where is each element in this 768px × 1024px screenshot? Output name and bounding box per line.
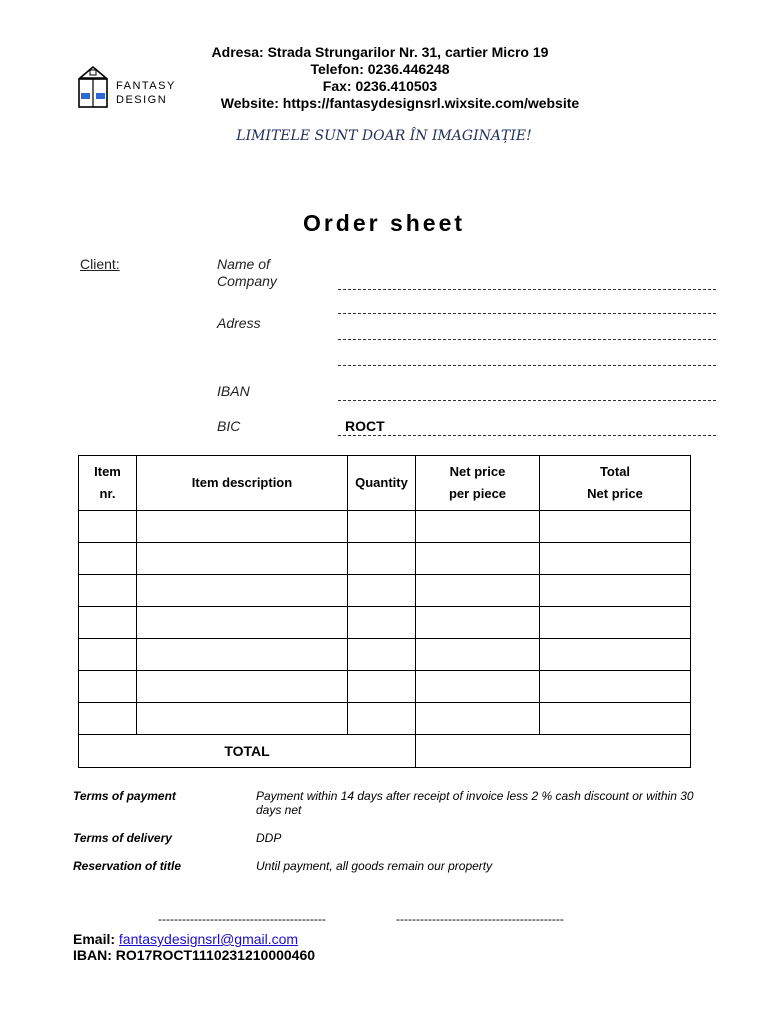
table-total-row <box>79 735 691 768</box>
table-header-row <box>79 456 691 511</box>
cell-quantity[interactable] <box>348 671 416 703</box>
terms-payment-label: Terms of payment <box>73 789 176 803</box>
header-quantity: Quantity <box>348 456 416 511</box>
email-link[interactable]: fantasydesignsrl@gmail.com <box>118 931 299 947</box>
terms-delivery-label: Terms of delivery <box>73 831 172 845</box>
header-net-price-line2: per piece <box>448 486 507 501</box>
cell-description[interactable] <box>137 607 348 639</box>
terms-reservation-value: Until payment, all goods remain our property <box>256 859 493 873</box>
cell-net-price[interactable] <box>416 639 540 671</box>
page-title: Order sheet <box>302 210 466 236</box>
cell-net-price[interactable] <box>416 671 540 703</box>
items-table <box>78 455 691 768</box>
header-item-nr-line2: nr. <box>99 486 116 501</box>
logo-text-fantasy: FANTASY <box>116 80 176 92</box>
company-name-line[interactable] <box>338 289 716 290</box>
cell-item-nr[interactable] <box>79 639 137 671</box>
cell-description[interactable] <box>137 575 348 607</box>
header-item-nr <box>79 456 137 511</box>
table-row <box>79 511 691 543</box>
table-row <box>79 639 691 671</box>
cell-description[interactable] <box>137 671 348 703</box>
cell-quantity[interactable] <box>348 639 416 671</box>
cell-total[interactable] <box>540 671 691 703</box>
bic-value: ROCT <box>345 418 385 434</box>
address-line-1[interactable] <box>338 313 716 314</box>
cell-total[interactable] <box>540 703 691 735</box>
cell-quantity[interactable] <box>348 607 416 639</box>
iban-label: IBAN <box>217 383 250 399</box>
cell-total[interactable] <box>540 575 691 607</box>
cell-description[interactable] <box>137 703 348 735</box>
table-row <box>79 543 691 575</box>
name-label-line2: Company <box>217 273 277 289</box>
iban-line[interactable] <box>338 400 716 401</box>
footer-email <box>73 931 298 947</box>
cell-total[interactable] <box>540 543 691 575</box>
header-fax: Fax: 0236.410503 <box>322 78 438 94</box>
client-label: Client: <box>80 256 120 272</box>
table-row <box>79 607 691 639</box>
header-net-price <box>416 456 540 511</box>
cell-net-price[interactable] <box>416 511 540 543</box>
address-line-2[interactable] <box>338 339 716 340</box>
address-label: Adress <box>217 315 261 331</box>
cell-item-nr[interactable] <box>79 543 137 575</box>
header-address: Adresa: Strada Strungarilor Nr. 31, cartier Micro 19 <box>211 44 549 60</box>
header-net-price-line1: Net price <box>449 464 506 479</box>
cell-item-nr[interactable] <box>79 703 137 735</box>
cell-quantity[interactable] <box>348 703 416 735</box>
header-phone: Telefon: 0236.446248 <box>310 61 450 77</box>
footer-iban: IBAN: RO17ROCT1110231210000460 <box>73 947 316 963</box>
bic-label: BIC <box>217 418 241 434</box>
bic-line[interactable] <box>338 435 716 436</box>
signature-line-right: ------------------------------------------ <box>396 912 564 926</box>
signature-line-left: ------------------------------------------ <box>158 912 326 926</box>
cell-total[interactable] <box>540 639 691 671</box>
table-row <box>79 575 691 607</box>
cell-net-price[interactable] <box>416 703 540 735</box>
terms-delivery-value: DDP <box>256 831 282 845</box>
email-label: Email: <box>73 931 119 947</box>
cell-net-price[interactable] <box>416 575 540 607</box>
cell-item-nr[interactable] <box>79 671 137 703</box>
cell-description[interactable] <box>137 543 348 575</box>
name-label-line1: Name of <box>217 256 270 272</box>
cell-quantity[interactable] <box>348 511 416 543</box>
terms-payment-value: Payment within 14 days after receipt of invoice less 2 % cash discount or within 30 days net <box>256 789 694 817</box>
header-website: Website: https://fantasydesignsrl.wixsite.com/website <box>220 95 580 111</box>
company-logo <box>76 66 196 108</box>
header-description: Item description <box>137 456 348 511</box>
header-total-line1: Total <box>599 464 631 479</box>
cell-item-nr[interactable] <box>79 511 137 543</box>
header-total <box>540 456 691 511</box>
cell-net-price[interactable] <box>416 607 540 639</box>
cell-quantity[interactable] <box>348 575 416 607</box>
cell-total[interactable] <box>540 607 691 639</box>
cell-total[interactable] <box>540 511 691 543</box>
cell-description[interactable] <box>137 511 348 543</box>
address-line-3[interactable] <box>338 365 716 366</box>
table-row <box>79 703 691 735</box>
total-value-cell[interactable] <box>416 735 691 768</box>
logo-text-design: DESIGN <box>116 94 168 106</box>
cell-description[interactable] <box>137 639 348 671</box>
header-total-line2: Net price <box>587 486 643 501</box>
cell-quantity[interactable] <box>348 543 416 575</box>
header-item-nr-line1: Item <box>94 464 121 479</box>
terms-reservation-label: Reservation of title <box>73 859 182 873</box>
table-row <box>79 671 691 703</box>
cell-item-nr[interactable] <box>79 575 137 607</box>
total-label: TOTAL <box>79 735 416 768</box>
cell-net-price[interactable] <box>416 543 540 575</box>
cell-item-nr[interactable] <box>79 607 137 639</box>
slogan: LIMITELE SUNT DOAR ÎN IMAGINAȚIE! <box>236 128 532 144</box>
